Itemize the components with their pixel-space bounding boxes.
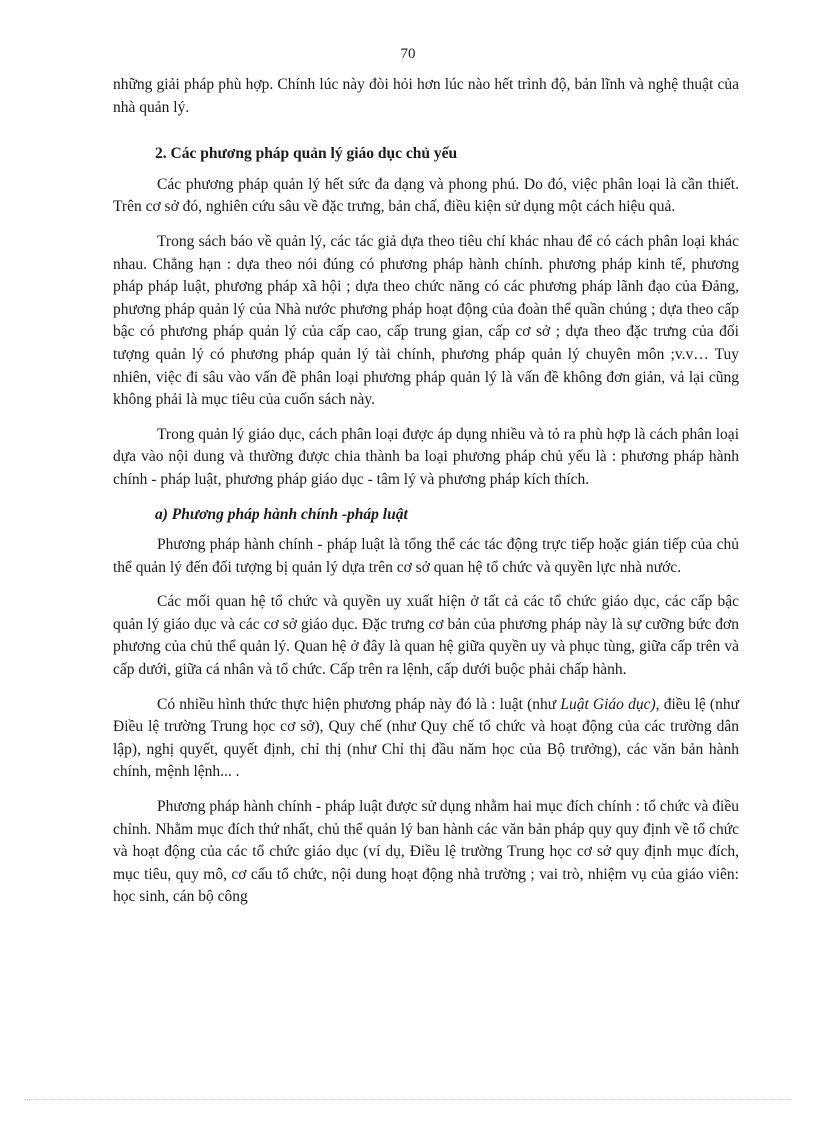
paragraph-definition: Phương pháp hành chính - pháp luật là tổng thể các tác động trực tiếp hoặc gián tiếp của chủ thể quản lý đến đối tượng bị quản lý dựa trên cơ sở quan hệ tổ chức và quyền lực nhà nước. (113, 536, 739, 576)
subsection-heading: a) Phương pháp hành chính -pháp luật (155, 505, 408, 523)
paragraph-forms (113, 694, 739, 784)
footer-divider (24, 1099, 792, 1100)
forms-text-after: điều lệ (như Điều lệ trường Trung học cơ sở), Quy chế (như Quy chế tổ chức và hoạt động của các trường dân lập), nghị quyết, quyết định, chỉ thị (như Chỉ thị đầu năm học của Bộ trưởng), các văn bản hành chính, mệnh lệnh... . (113, 695, 739, 781)
paragraph-education-management: Trong quản lý giáo dục, cách phân loại được áp dụng nhiều và tỏ ra phù hợp là cách phân loại dựa vào nội dung và thường được chia thành ba loại phương pháp chủ yếu là : phương pháp hành chính - pháp luật, phương pháp giáo dục - tâm lý và phương pháp kích thích. (113, 425, 739, 488)
forms-text-before: Có nhiều hình thức thực hiện phương pháp này đó là : luật (như (157, 695, 561, 713)
paragraph-purposes: Phương pháp hành chính - pháp luật được sử dụng nhằm hai mục đích chính : tổ chức và điều chỉnh. Nhằm mục đích thứ nhất, chủ thể quản lý ban hành các văn bản pháp quy quy định về tổ chức và hoạt động của các tổ chức giáo dục (ví dụ, Điều lệ trường Trung học cơ sở quy định mục đích, mục tiêu, quy mô, cơ cấu tổ chức, nội dung hoạt động nhà trường ; vai trò, nhiệm vụ của giáo viên: học sinh, cán bộ công (113, 798, 739, 906)
forms-text-law-title: Luật Giáo dục), (560, 695, 660, 713)
paragraph-classification: Trong sách báo về quản lý, các tác giả dựa theo tiêu chí khác nhau để có cách phân loại khác nhau. Chẳng hạn : dựa theo nói đúng có phương pháp hành chính. phương pháp kinh tế, phương pháp pháp luật, phương pháp xã hội ; dựa theo chức năng có các phương pháp lãnh đạo của Đảng, phương pháp quản lý của Nhà nước phương pháp hoạt động của đoàn thể quần chúng ; dựa theo cấp bậc có phương pháp quản lý của cấp cao, cấp trung gian, cấp cơ sở ; dựa theo đặc trưng của đối tượng quản lý có phương pháp quản lý tài chính, phương pháp quản lý chuyên môn ;v.v… Tuy nhiên, việc đi sâu vào vấn đề phân loại phương pháp quản lý là vấn đề không đơn giản, vả lại cũng không phải là mục tiêu của cuốn sách này. (113, 232, 739, 409)
page-content (113, 74, 739, 909)
page-number: 70 (400, 46, 416, 62)
paragraph-relations: Các mối quan hệ tổ chức và quyền uy xuất hiện ở tất cả các tổ chức giáo dục, các cấp bậc quản lý giáo dục và các cơ sở giáo dục. Đặc trưng cơ bản của phương pháp này là sự cưỡng bức đơn phương của chủ thể quản lý. Quan hệ ở đây là quan hệ giữa quyền uy và phục tùng, giữa cấp trên và cấp dưới, giữa cá nhân và tổ chức. Cấp trên ra lệnh, cấp dưới buộc phải chấp hành. (113, 593, 739, 679)
paragraph-continuation: những giải pháp phù hợp. Chính lúc này đòi hỏi hơn lúc nào hết trình độ, bản lĩnh và nghệ thuật của nhà quản lý. (113, 76, 739, 116)
paragraph-intro: Các phương pháp quản lý hết sức đa dạng và phong phú. Do đó, việc phân loại là cần thiết. Trên cơ sở đó, nghiên cứu sâu về đặc trưng, bản chấ, điều kiện sử dụng một cách hiệu quả. (113, 175, 739, 216)
section-heading: 2. Các phương pháp quản lý giáo dục chủ yếu (155, 145, 458, 163)
